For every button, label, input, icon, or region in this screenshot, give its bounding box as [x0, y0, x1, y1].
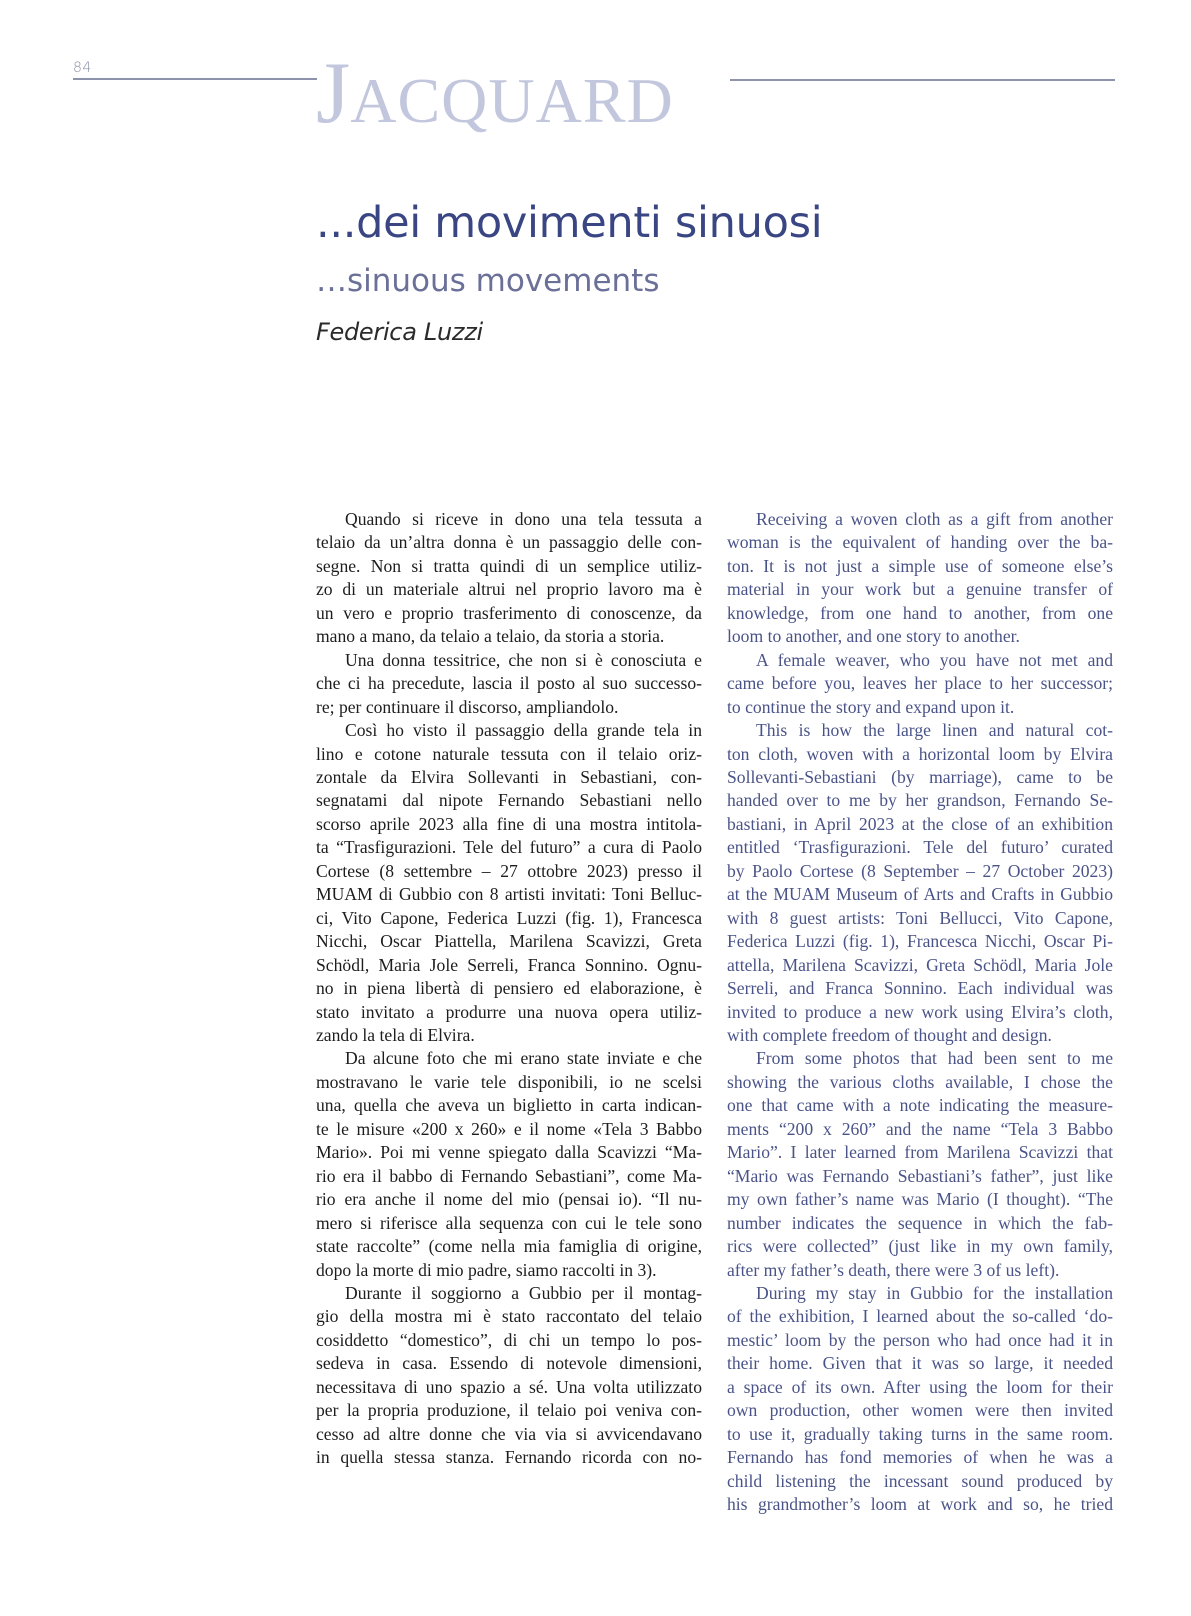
text-line: by Paolo Cortese (8 September – 27 October 2023) [727, 860, 1113, 881]
text-line: woman is the equivalent of handing over the ba- [727, 532, 1113, 553]
text-line: number indicates the sequence in which the fab- [727, 1212, 1113, 1233]
text-line: per la propria produzione, il telaio poi veniva con- [316, 1400, 702, 1421]
text-line: cesso ad altre donne che via via si avvicendavano [316, 1423, 702, 1444]
header-rule-left [73, 78, 317, 80]
text-line: ton cloth, woven with a horizontal loom by Elvira [727, 743, 1113, 764]
text-line: Quando si riceve in dono una tela tessuta a [345, 509, 702, 529]
header-rule-right [730, 79, 1115, 81]
text-line: mero si riferisce alla sequenza con cui le tele sono [316, 1212, 702, 1233]
text-line: Così ho visto il passaggio della grande tela in [345, 720, 702, 741]
text-line: handed over to me by her grandson, Fernando Se- [727, 790, 1113, 811]
text-line: A female weaver, who you have not met and [756, 649, 1113, 670]
text-line: gio della mostra mi è stato raccontato del telaio [316, 1306, 702, 1327]
text-line: zo di un materiale altrui nel proprio lavoro ma è [316, 579, 702, 600]
text-line: rio era il babbo di Fernando Sebastiani”, come Ma- [316, 1165, 702, 1186]
text-line: own production, other women were then invited [727, 1400, 1113, 1421]
text-line: segnatami dal nipote Fernando Sebastiani nello [316, 790, 702, 811]
text-line: knowledge, from one hand to another, from one [727, 602, 1113, 623]
text-line: Receiving a woven cloth as a gift from another [756, 509, 1113, 529]
text-line: Fernando has fond memories of when he was a [727, 1447, 1113, 1468]
text-line: no in piena libertà di pensiero ed elaborazione, è [316, 978, 702, 999]
text-line: MUAM di Gubbio con 8 artisti invitati: Toni Belluc- [316, 884, 702, 905]
text-line: segne. Non si tratta quindi di un semplice utiliz- [316, 555, 702, 576]
text-line: mostravano le varie tele disponibili, io ne scelsi [316, 1071, 702, 1092]
running-head [316, 45, 674, 142]
text-line: lino e cotone naturale tessuta con il telaio oriz- [316, 743, 702, 764]
text-line: one that came with a note indicating the measure- [727, 1095, 1113, 1116]
text-line: Schödl, Maria Jole Serreli, Franca Sonnino. Ognu- [316, 954, 702, 975]
text-line: came before you, leaves her place to her successor; [727, 673, 1113, 694]
article-title: ...dei movimenti sinuosi [316, 198, 823, 248]
article-subtitle: …sinuous movements [316, 263, 660, 299]
english-column [727, 508, 1113, 1516]
text-line: their home. Given that it was so large, it needed [727, 1353, 1113, 1374]
text-line: entitled ‘Trasfigurazioni. Tele del futuro’ curated [727, 837, 1113, 858]
text-line: ton. It is not just a simple use of someone else’s [727, 555, 1113, 576]
text-line: a space of its own. After using the loom for their [727, 1376, 1113, 1397]
text-line: ments “200 x 260” and the name “Tela 3 Babbo [727, 1118, 1113, 1139]
text-line: after my father’s death, there were 3 of us left). [727, 1259, 1060, 1280]
text-line: material in your work but a genuine transfer of [727, 579, 1113, 600]
italian-column [316, 508, 702, 1470]
text-line: mano a mano, da telaio a telaio, da storia a storia. [316, 626, 665, 647]
text-line: of the exhibition, I learned about the so-called ‘do- [727, 1306, 1113, 1327]
text-line: showing the various cloths available, I chose the [727, 1071, 1113, 1092]
text-line: my own father’s name was Mario (I thought). “The [727, 1189, 1113, 1210]
text-line: Una donna tessitrice, che non si è conosciuta e [345, 649, 702, 670]
text-line: un vero e proprio trasferimento di conoscenze, da [316, 602, 702, 623]
text-line: cosiddetto “domestico”, di chi un tempo lo pos- [316, 1329, 702, 1350]
text-line: state raccolte” (come nella mia famiglia di origine, [316, 1236, 702, 1257]
text-line: stato invitato a produrre una nuova opera utiliz- [316, 1001, 702, 1022]
text-line: with complete freedom of thought and design. [727, 1024, 1052, 1045]
text-line: to continue the story and expand upon it. [727, 696, 1015, 717]
text-line: “Mario was Fernando Sebastiani’s father”, just like [727, 1165, 1113, 1186]
text-line: che ci ha precedute, lascia il posto al suo successo- [316, 673, 702, 694]
text-line: This is how the large linen and natural cot- [756, 720, 1113, 741]
text-line: From some photos that had been sent to me [756, 1048, 1113, 1069]
text-line: attella, Marilena Scavizzi, Greta Schödl, Maria Jole [727, 954, 1113, 975]
text-line: Sollevanti-Sebastiani (by marriage), came to be [727, 766, 1113, 787]
text-line: Serreli, and Franca Sonnino. Each individual was [727, 978, 1113, 999]
text-line: zando la tela di Elvira. [316, 1024, 475, 1045]
text-line: rio era anche il nome del mio (pensai io). “Il nu- [316, 1189, 702, 1210]
text-line: una, quella che aveva un biglietto in carta indican- [316, 1095, 702, 1116]
text-line: necessitava di uno spazio a sé. Una volta utilizzato [316, 1376, 702, 1397]
running-head-initial: J [316, 45, 351, 142]
text-line: Durante il soggiorno a Gubbio per il montag- [345, 1282, 702, 1303]
text-line: Mario». Poi mi venne spiegato dalla Scavizzi “Ma- [316, 1142, 702, 1163]
text-line: te le misure «200 x 260» e il nome «Tela 3 Babbo [316, 1118, 702, 1139]
text-line: loom to another, and one story to another. [727, 626, 1020, 647]
text-line: ta “Trasfigurazioni. Tele del futuro” a cura di Paolo [316, 837, 702, 858]
article-author: Federica Luzzi [316, 318, 483, 346]
text-line: sedeva in casa. Essendo di notevole dimensioni, [316, 1353, 702, 1374]
text-line: Mario”. I later learned from Marilena Scavizzi that [727, 1142, 1113, 1163]
text-line: rics were collected” (just like in my own family, [727, 1236, 1113, 1257]
text-line: re; per continuare il discorso, ampliandolo. [316, 696, 619, 717]
text-line: at the MUAM Museum of Arts and Crafts in Gubbio [727, 884, 1113, 905]
text-line: bastiani, in April 2023 at the close of an exhibition [727, 813, 1113, 834]
text-line: child listening the incessant sound produced by [727, 1470, 1113, 1491]
text-line: ci, Vito Capone, Federica Luzzi (fig. 1), Francesca [316, 907, 702, 928]
text-line: Da alcune foto che mi erano state inviate e che [345, 1048, 702, 1069]
text-line: Cortese (8 settembre – 27 ottobre 2023) presso il [316, 860, 702, 881]
running-head-rest: ACQUARD [350, 65, 674, 136]
text-line: invited to produce a new work using Elvira’s cloth, [727, 1001, 1113, 1022]
text-line: dopo la morte di mio padre, siamo raccolti in 3). [316, 1259, 657, 1280]
text-line: with 8 guest artists: Toni Bellucci, Vito Capone, [727, 907, 1113, 928]
text-line: Federica Luzzi (fig. 1), Francesca Nicchi, Oscar Pi- [727, 931, 1113, 952]
text-line: telaio da un’altra donna è un passaggio delle con- [316, 532, 702, 553]
text-line: During my stay in Gubbio for the installation [756, 1282, 1113, 1303]
text-line: zontale da Elvira Sollevanti in Sebastiani, con- [316, 766, 702, 787]
text-line: Nicchi, Oscar Piattella, Marilena Scavizzi, Greta [316, 931, 702, 952]
text-line: in quella stessa stanza. Fernando ricorda con no- [316, 1447, 702, 1468]
text-line: his grandmother’s loom at work and so, he tried [727, 1494, 1113, 1515]
text-line: scorso aprile 2023 alla fine di una mostra intitola- [316, 813, 702, 834]
page-number: 84 [73, 60, 92, 76]
text-line: mestic’ loom by the person who had once had it in [727, 1329, 1113, 1350]
text-line: to use it, gradually taking turns in the same room. [727, 1423, 1113, 1444]
